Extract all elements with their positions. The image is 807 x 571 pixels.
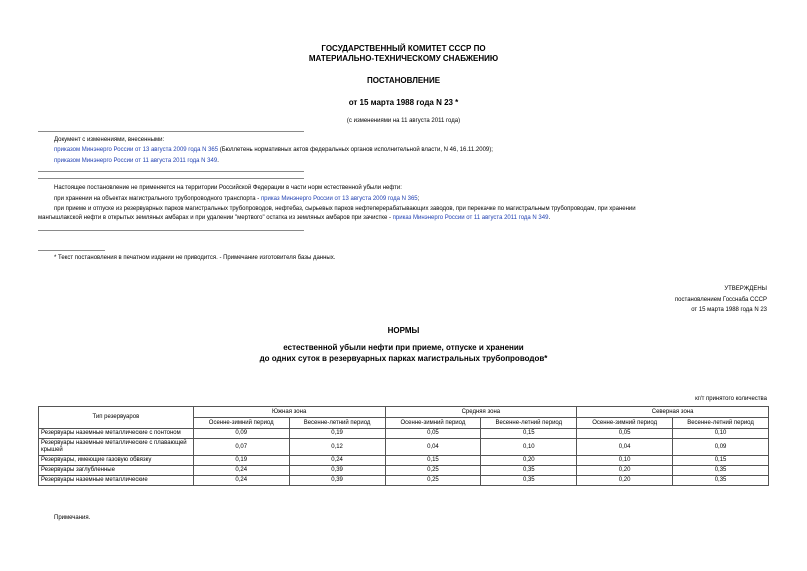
notice-line-4-end: . [548, 215, 551, 221]
table-row [39, 456, 769, 466]
document-date-number: от 15 марта 1988 года N 23 * [348, 98, 459, 107]
divider [38, 171, 304, 172]
changes-intro: Документ с изменениями, внесенными: [54, 137, 165, 143]
table-row [39, 466, 769, 476]
approved-by: постановлением Госснаба СССР [674, 297, 767, 303]
notice-link-349[interactable]: приказ Минэнерго России от 11 августа 2011 года N 349 [392, 215, 549, 221]
changes-item-1 [54, 146, 493, 154]
period-header: Осенне-зимний период [193, 418, 289, 429]
norms-table [38, 406, 769, 486]
table-cell: 0,24 [193, 476, 289, 486]
table-row [39, 429, 769, 439]
divider [38, 178, 304, 179]
period-header: Осенне-зимний период [385, 418, 481, 429]
zone-header-north: Северная зона [577, 407, 769, 418]
footnote-rule [38, 250, 105, 251]
table-header-row [39, 407, 769, 418]
table-cell: 0,20 [577, 466, 673, 476]
table-cell: 0,10 [481, 439, 577, 456]
norms-title: НОРМЫ [387, 326, 420, 335]
table-cell: 0,12 [289, 439, 385, 456]
notice-line-2-text: при хранении на объектах магистрального трубопроводного транспорта - [54, 196, 261, 202]
period-header: Весенне-летний период [289, 418, 385, 429]
document-type: ПОСТАНОВЛЕНИЕ [366, 76, 441, 85]
norms-subtitle-1: естественной убыли нефти при приеме, отпуске и хранении [283, 343, 524, 352]
table-cell: 0,09 [673, 439, 769, 456]
approved-label: УТВЕРЖДЕНЫ [724, 286, 767, 292]
norms-unit: кг/т принятого количества [695, 396, 767, 402]
table-cell: 0,04 [577, 439, 673, 456]
row-name: Резервуары наземные металлические с плавающей крышей [39, 439, 194, 456]
notice-line-3: при приеме и отпуске из резервуарных парков магистральных трубопроводов, нефтебаз, сырьевых парков нефтеперерабатывающих заводов, при перекачке по магистральным трубопроводам, при хранении [54, 206, 636, 212]
table-cell: 0,24 [193, 466, 289, 476]
row-name: Резервуары заглубленные [39, 466, 194, 476]
table-cell: 0,35 [673, 476, 769, 486]
period-header: Осенне-зимний период [577, 418, 673, 429]
period-header: Весенне-летний период [673, 418, 769, 429]
zone-header-middle: Средняя зона [385, 407, 577, 418]
table-cell: 0,19 [193, 456, 289, 466]
table-cell: 0,20 [481, 456, 577, 466]
row-name: Резервуары наземные металлические [39, 476, 194, 486]
norms-subtitle-2: до одних суток в резервуарных парках магистральных трубопроводов* [259, 354, 548, 363]
table-cell: 0,15 [385, 456, 481, 466]
table-cell: 0,35 [481, 476, 577, 486]
notice-link-365[interactable]: приказ Минэнерго России от 13 августа 2009 года N 365 [260, 196, 418, 202]
table-cell: 0,24 [289, 456, 385, 466]
change-item-2-end: . [217, 158, 219, 164]
table-cell: 0,39 [289, 466, 385, 476]
notice-line-2 [54, 195, 419, 203]
table-cell: 0,39 [289, 476, 385, 486]
table-cell: 0,04 [385, 439, 481, 456]
revision-note: (с изменениями на 11 августа 2011 года) [346, 118, 461, 124]
notice-line-4-text: мангышлакской нефти в открытых земляных амбарах и при удалении "мертвого" остатка из земляных амбаров при зачистке - [38, 215, 393, 221]
table-cell: 0,10 [577, 456, 673, 466]
changes-item-2 [54, 157, 219, 165]
footnote: * Текст постановления в печатном издании не приводится. - Примечание изготовителя базы данных. [54, 255, 336, 261]
change-link-365[interactable]: приказом Минэнерго России от 13 августа 2009 года N 365 [54, 147, 219, 153]
table-cell: 0,25 [385, 476, 481, 486]
table-row [39, 476, 769, 486]
notice-line-1: Настоящее постановление не применяется на территории Российской Федерации в части норм естественной убыли нефти: [54, 185, 402, 191]
change-link-349[interactable]: приказом Минэнерго России от 11 августа 2011 года N 349 [54, 158, 218, 164]
table-cell: 0,15 [481, 429, 577, 439]
zone-header-south: Южная зона [193, 407, 385, 418]
org-name-line2: МАТЕРИАЛЬНО-ТЕХНИЧЕСКОМУ СНАБЖЕНИЮ [308, 54, 499, 63]
table-cell: 0,25 [385, 466, 481, 476]
table-cell: 0,09 [193, 429, 289, 439]
table-cell: 0,15 [673, 456, 769, 466]
change-item-1-details: (Бюллетень нормативных актов федеральных органов исполнительной власти, N 46, 16.11.2009); [218, 147, 493, 153]
table-cell: 0,35 [481, 466, 577, 476]
table-row [39, 439, 769, 456]
table-cell: 0,05 [577, 429, 673, 439]
org-name-line1: ГОСУДАРСТВЕННЫЙ КОМИТЕТ СССР ПО [321, 44, 486, 53]
table-cell: 0,35 [673, 466, 769, 476]
table-cell: 0,19 [289, 429, 385, 439]
table-cell: 0,07 [193, 439, 289, 456]
approved-date: от 15 марта 1988 года N 23 [691, 307, 767, 313]
notice-line-4 [38, 214, 550, 222]
column-header-type: Тип резервуаров [39, 407, 194, 429]
divider [38, 131, 304, 132]
table-cell: 0,20 [577, 476, 673, 486]
notice-line-2-end: ; [417, 196, 420, 202]
row-name: Резервуары, имеющие газовую обвязку [39, 456, 194, 466]
table-cell: 0,05 [385, 429, 481, 439]
table-cell: 0,10 [673, 429, 769, 439]
period-header: Весенне-летний период [481, 418, 577, 429]
notes-label: Примечания. [54, 515, 91, 521]
row-name: Резервуары наземные металлические с понтоном [39, 429, 194, 439]
divider [38, 230, 304, 231]
